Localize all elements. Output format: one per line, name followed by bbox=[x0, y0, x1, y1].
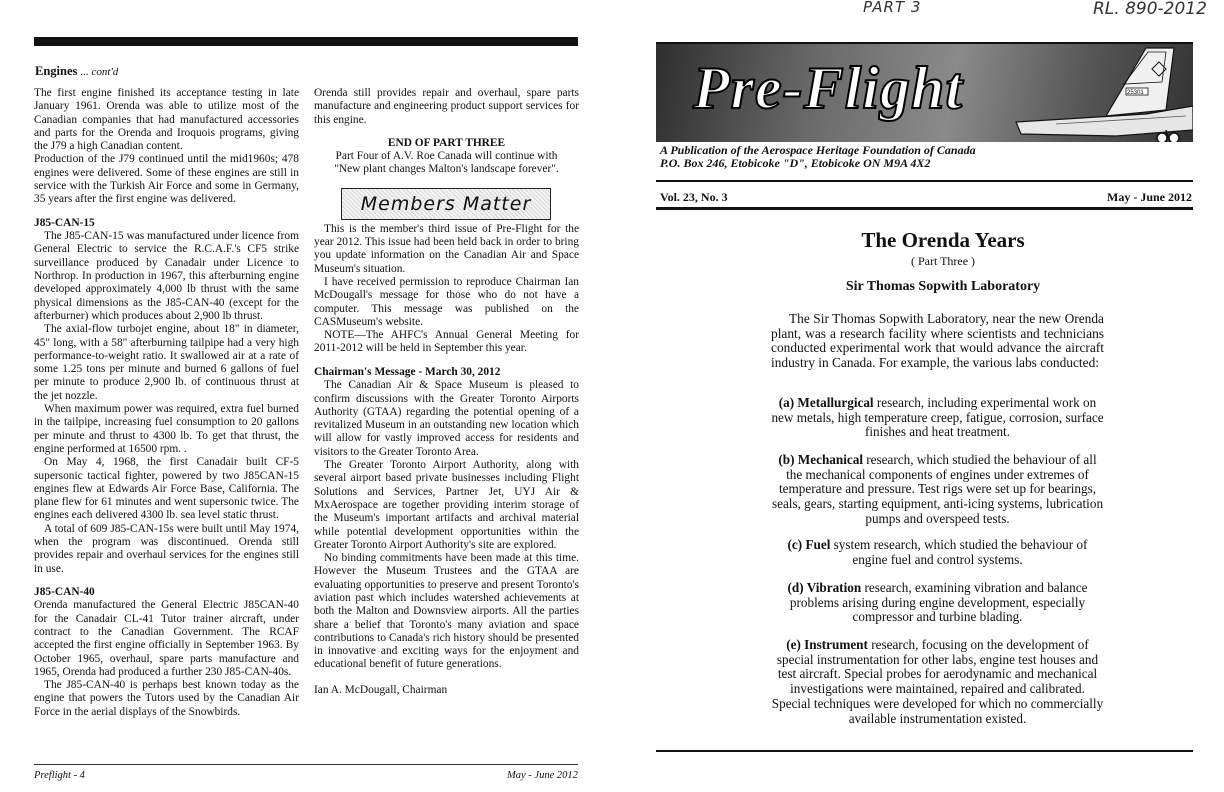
top-rule bbox=[34, 37, 578, 46]
handwritten-reference: RL. 890-2012 bbox=[1093, 0, 1207, 19]
signature: Ian A. McDougall, Chairman bbox=[314, 683, 448, 696]
address-line: P.O. Box 246, Etobicoke "D", Etobicoke ON M9A 4X2 bbox=[660, 156, 931, 171]
lab-item bbox=[771, 581, 1104, 625]
volume-rule-top bbox=[656, 180, 1193, 182]
paragraph: On May 4, 1968, the first Canadair built CF-5 supersonic tactical fighter, powered by two J85CAN-15 engines flew at Edwards Air Force Base, California. The plane flew for 61 minutes and went supersonic twice. The engines each delivered 4300 lb. sea level static thrust. bbox=[34, 456, 299, 522]
masthead-logo: Pre-Flight bbox=[693, 55, 964, 121]
footer-page-label: Preflight - 4 bbox=[34, 770, 85, 781]
members-matter-box bbox=[341, 188, 551, 220]
lab-item-text: research, including experimental work on new metals, high temperature creep, fatigue, corrosion, surface finishes and heat treatment. bbox=[771, 395, 1104, 440]
lab-item-text: system research, which studied the behaviour of engine fuel and control systems. bbox=[830, 537, 1088, 567]
article-subtitle: Sir Thomas Sopwith Laboratory bbox=[845, 279, 1041, 294]
paragraph: No binding commitments have been made at this time. However the Museum Trustees and the GTAA are evaluating opportunities to preserve and present Toronto's aviation past which includes watershed achievements at both the Malton and Downsview airports. All the parties share a belief that Toronto's many aviation and space contributions to Canada's rich history should be presented in innovative and exciting ways for the enjoyment and educational benefit of future generations. bbox=[314, 552, 579, 671]
chairmans-message-heading: Chairman's Message - March 30, 2012 bbox=[314, 365, 501, 378]
lab-item bbox=[771, 396, 1104, 440]
volume-number: Vol. 23, No. 3 bbox=[660, 190, 728, 204]
lab-item bbox=[771, 638, 1104, 726]
paragraph: NOTE—The AHFC's Annual General Meeting for 2011-2012 will be held in September this year. bbox=[314, 329, 579, 355]
lab-item bbox=[771, 453, 1104, 527]
handwritten-part-note: PART 3 bbox=[863, 0, 922, 16]
next-part-line-1: Part Four of A.V. Roe Canada will continue with bbox=[335, 150, 558, 163]
paragraph: Orenda manufactured the General Electric J85CAN-40 for the Canadair CL-41 Tutor trainer aircraft, under contract to the Canadian Government. The RCAF accepted the first engine officially in September 1963. By October 1965, overhaul, spare parts manufacture and 1965, Orenda had produced a further 230 J85-CAN-40s. bbox=[34, 599, 299, 678]
bottom-rule-left bbox=[34, 764, 578, 765]
paragraph: Production of the J79 continued until the mid1960s; 478 engines were delivered. Some of these engines are still in service with the Turkish Air Force and some in Germany, 35 years after the first engine was delivered. bbox=[34, 153, 299, 206]
footer-date: May - June 2012 bbox=[507, 770, 578, 781]
lab-item-label: (c) Fuel bbox=[787, 537, 831, 552]
article-intro bbox=[771, 312, 1104, 371]
section-heading-j85-can-40: J85-CAN-40 bbox=[34, 585, 95, 598]
article-title: The Orenda Years bbox=[861, 228, 1025, 252]
lab-item-label: (b) Mechanical bbox=[778, 452, 863, 467]
paragraph: A total of 609 J85-CAN-15s were built until May 1974, when the program was discontinued. Orenda still provides repair and overhaul services for the engines still in use. bbox=[34, 522, 299, 575]
left-column-1 bbox=[34, 87, 299, 719]
paragraph: The Greater Toronto Airport Authority, along with several airport based private businesses including Flight Solutions and Services, Partner Jet, UYJ Air & MxAerospace are together providing interim storage of the Museum's important artifacts and archival material while potential development opportunities within the Greater Toronto Airport Authority's site are explored. bbox=[314, 459, 579, 551]
intro-text: The Sir Thomas Sopwith Laboratory, near the new Orenda plant, was a research facility where scientists and technicians conducted experimental work that would advance the aircraft industry in Canada. For example, the various labs conducted: bbox=[771, 311, 1104, 371]
end-of-part-three: END OF PART THREE bbox=[387, 136, 506, 149]
paragraph: The J85-CAN-40 is perhaps best known today as the engine that powers the Tutors used by the Canadian Air Force in the aerial displays of the Snowbirds. bbox=[34, 679, 299, 718]
section-heading-j85-can-15: J85-CAN-15 bbox=[34, 216, 95, 229]
engines-heading-text: Engines bbox=[35, 64, 78, 78]
volume-rule-bottom bbox=[656, 207, 1193, 210]
masthead-banner bbox=[656, 42, 1193, 142]
paragraph: This is the member's third issue of Pre-Flight for the year 2012. This issue had been held back in order to bring you update information on the Canadian Air and Space Museum's situation. bbox=[314, 222, 579, 275]
lab-item-label: (e) Instrument bbox=[786, 637, 868, 652]
lab-item-label: (a) Metallurgical bbox=[778, 395, 874, 410]
engines-contd: ... cont'd bbox=[80, 66, 119, 78]
article-part: ( Part Three ) bbox=[910, 254, 976, 268]
paragraph: The axial-flow turbojet engine, about 18" in diameter, 45" long, with a 58" afterburning tailpipe had a very high performance-to-weight ratio. It swallowed air at a rate of some 1.25 tons per minute and burned 6 gallons of fuel per minute to produce 2,900 lb. of continuous thrust at the jet nozzle. bbox=[34, 323, 299, 402]
paragraph: The Canadian Air & Space Museum is pleased to confirm discussions with the Greater Toronto Airports Authority (GTAA) regarding the potential opening of a revitalized Museum in an outstanding new location which will allow for vastly improved access for residents and visitors to the Greater Toronto Area. bbox=[314, 379, 579, 458]
lab-item-text: research, which studied the behaviour of all the mechanical components of engines under extremes of temperature and pressure. Test rigs were set up for bearings, seals, gears, starting equipment, anti-icing systems, lubrication pumps and overspeed tests. bbox=[771, 452, 1104, 526]
lab-item-text: research, examining vibration and balance problems arising during engine development, especially compressor and turbine blading. bbox=[789, 580, 1088, 625]
lab-item bbox=[771, 538, 1104, 567]
paragraph: The first engine finished its acceptance testing in late January 1961. Orenda was able to utilize most of the Canadian companies that had manufactured accessories and parts for the Orenda and Iroquois programs, giving the J79 a high Canadian content. bbox=[34, 87, 299, 153]
paragraph: The J85-CAN-15 was manufactured under licence from General Electric to service the R.C.A.F.'s CF5 strike surveillance produced by Canadair under Licence to Northrop. In production in 1967, this afterburning engine developed approximately 4,000 lb thrust with the same physical dimensions as the J85-CAN-40 (except for the afterburner) which produces about 2,900 lb thrust. bbox=[34, 230, 299, 322]
paragraph: When maximum power was required, extra fuel burned in the tailpipe, increasing fuel consumption to 20 gallons per minute and thrust to 4300 lb. To get that thrust, the engine performed at 16500 rpm. . bbox=[34, 403, 299, 455]
publisher-line: A Publication of the Aerospace Heritage Foundation of Canada bbox=[660, 143, 976, 157]
paragraph: Orenda still provides repair and overhaul, spare parts manufacture and engineering product support services for this engine. bbox=[314, 87, 579, 126]
lab-item-text: research, focusing on the development of special instrumentation for other labs, engine test houses and test aircraft. Special probes for aerodynamic and mechanical investigations were maintained, repaired and calibrated. Special techniques were developed for which no commercially available instrumentation existed. bbox=[771, 637, 1104, 726]
lab-item-label: (d) Vibration bbox=[787, 580, 862, 595]
aircraft-illustration bbox=[996, 44, 1193, 142]
bottom-rule-right bbox=[656, 750, 1193, 752]
next-part-line-2: "New plant changes Malton's landscape forever". bbox=[334, 163, 559, 176]
engines-heading bbox=[35, 64, 118, 79]
issue-date: May - June 2012 bbox=[1107, 190, 1192, 204]
members-matter-label: Members Matter bbox=[360, 193, 532, 215]
paragraph: I have received permission to reproduce Chairman Ian McDougall's message for those who do not have a computer. This message was published on the CASMuseum's website. bbox=[314, 275, 579, 328]
left-column-2 bbox=[314, 87, 579, 697]
publication-info bbox=[660, 144, 976, 171]
aircraft-serial: 25301 bbox=[1127, 90, 1144, 96]
